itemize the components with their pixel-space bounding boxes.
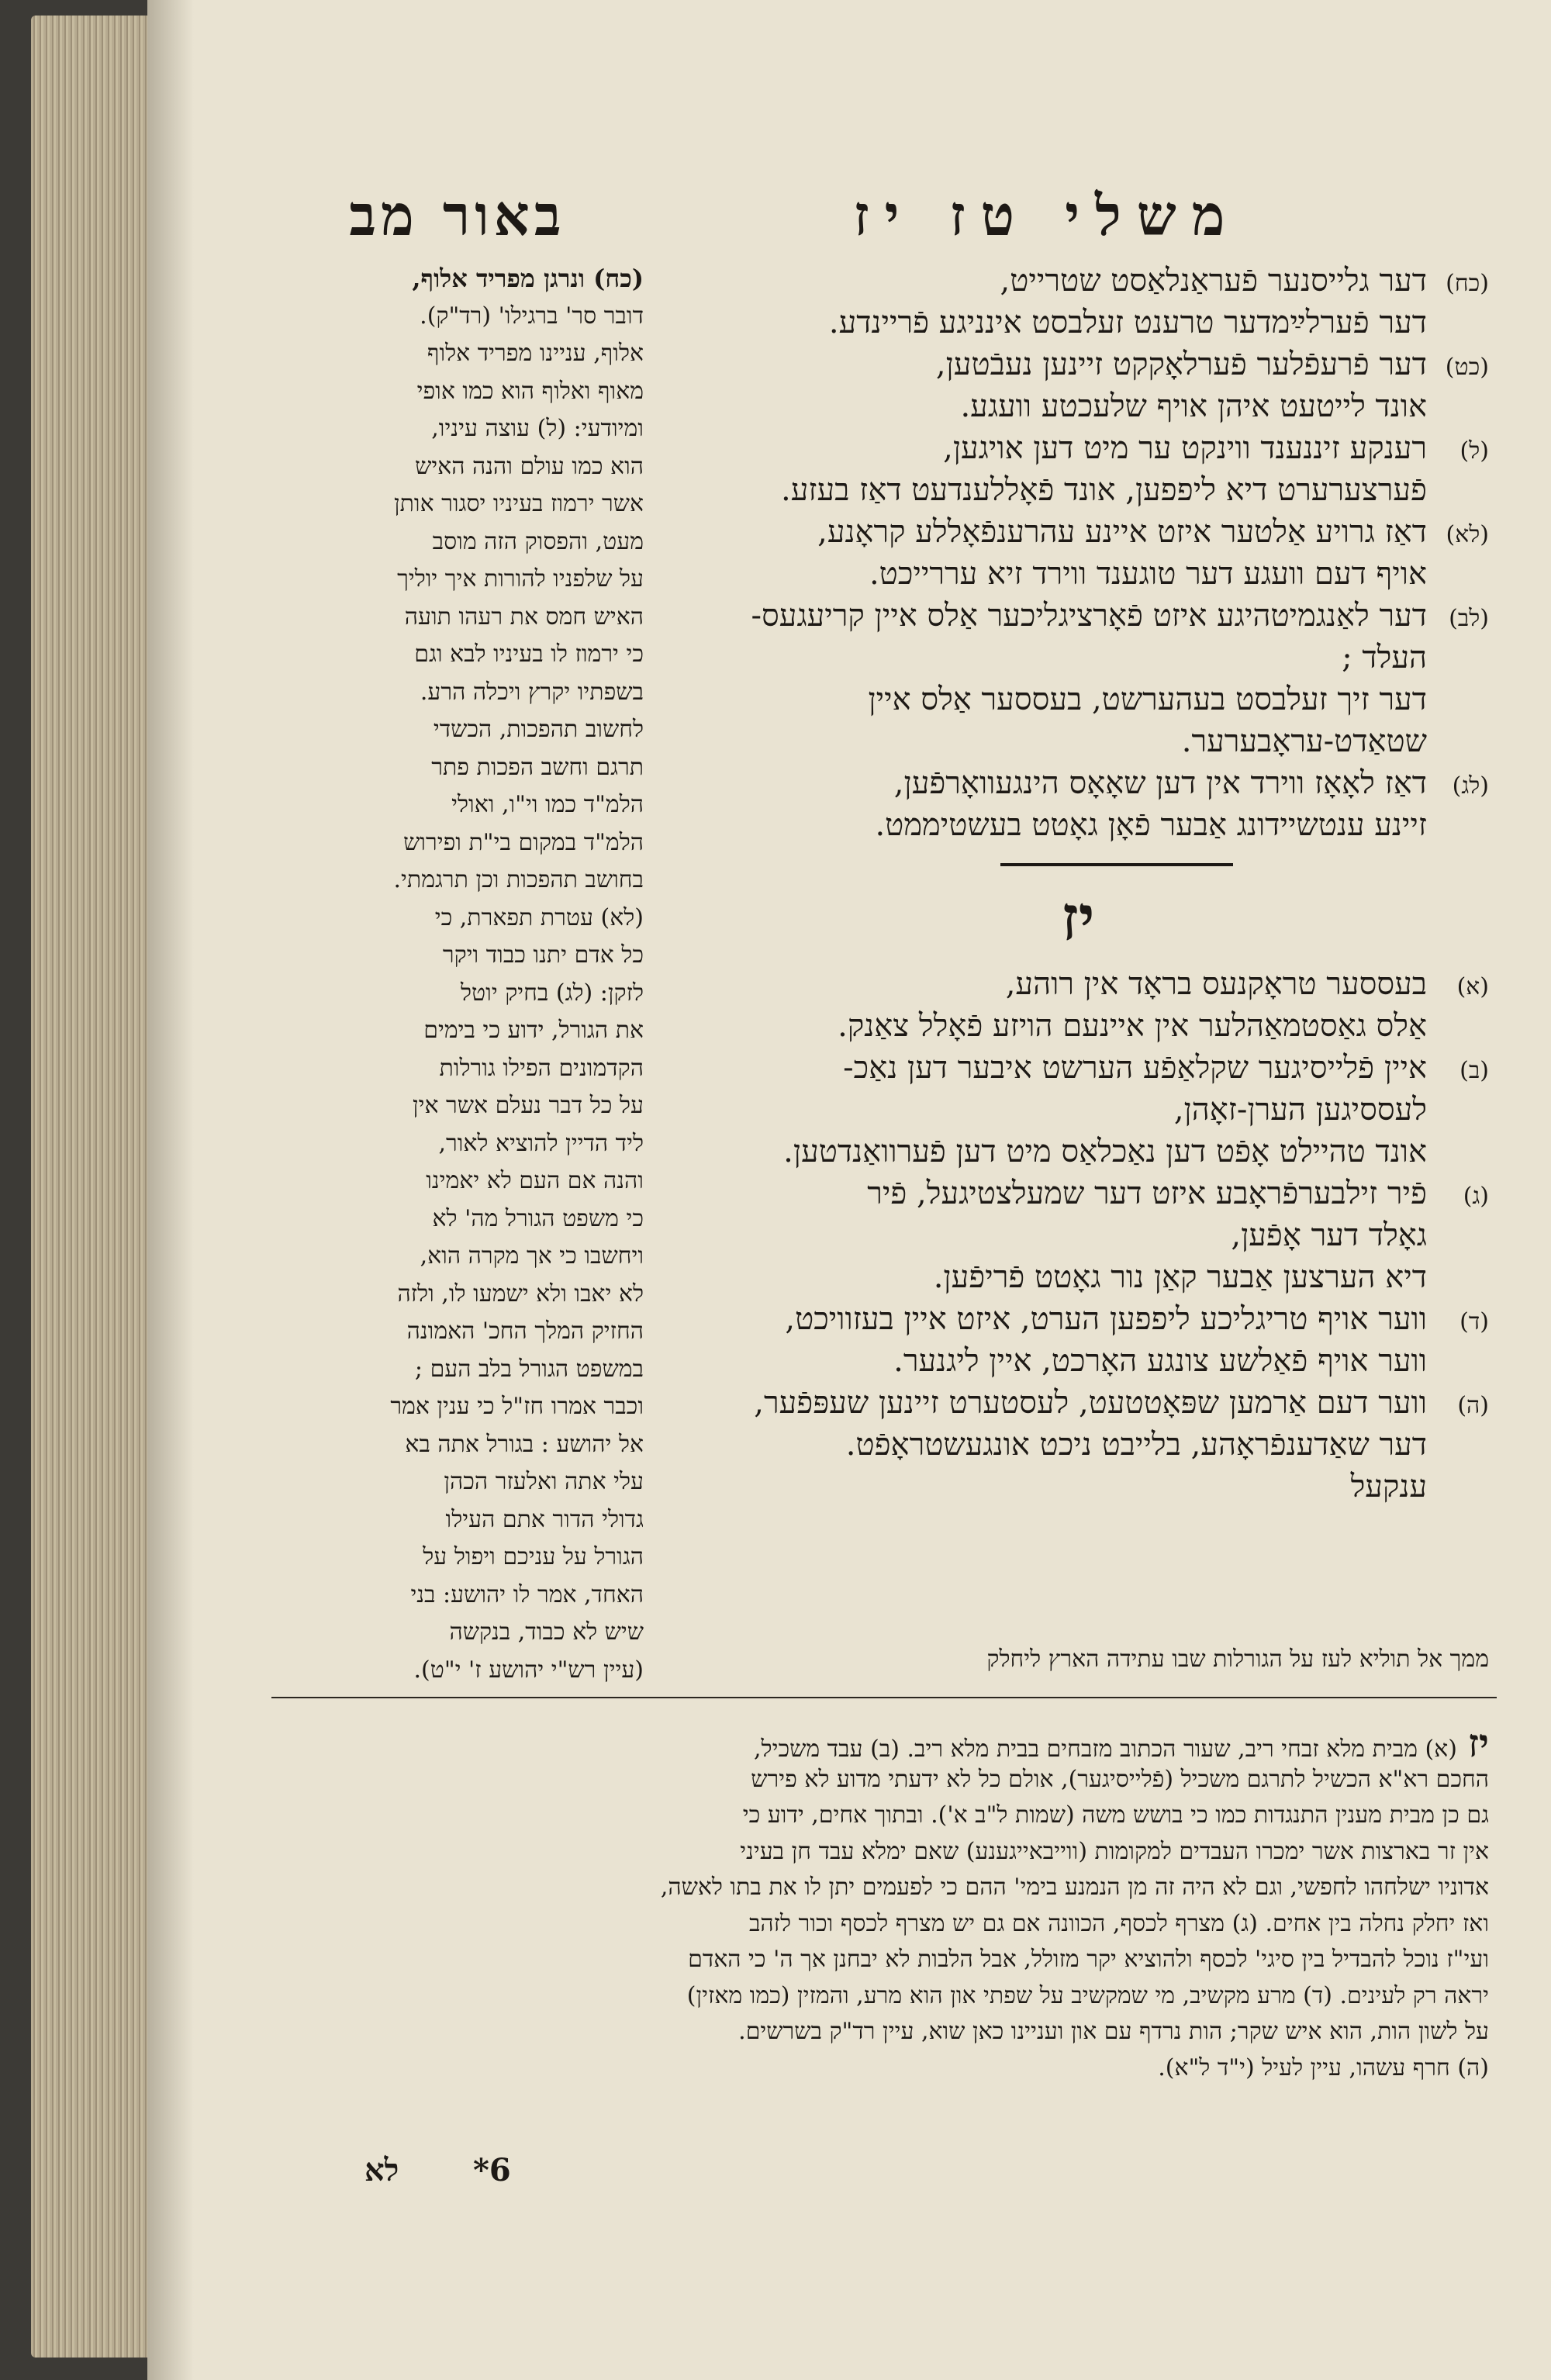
- page-title-right: משלי טז יז: [853, 182, 1241, 248]
- commentary-line: שיש לא כבוד, בנקשה: [449, 1618, 644, 1646]
- verse-line: רענקע זיננענד ווינקט ער מיט דען אויגען,: [943, 430, 1427, 466]
- verse-number: (לא): [1446, 521, 1489, 548]
- footnote-rule: [271, 1697, 1497, 1698]
- commentary-line: ומיודעי: (ל) עוצה עיניו,: [431, 415, 644, 442]
- footnote-line: יראה רק לעינים. (ד) מרע מקשיב, מי שמקשיב על שפתי און הוא מרע, והמזין (כמו מאזין): [686, 1981, 1489, 2009]
- verse-number: (ב): [1459, 1057, 1489, 1084]
- commentary-line: האיש חמס את רעהו תועה: [404, 603, 644, 630]
- commentary-line: וכבר אמרו חז"ל כי ענין אמר: [390, 1393, 644, 1420]
- commentary-line: את הגורל, ידוע כי בימים: [423, 1017, 644, 1044]
- verse-line: אויף דעם וועגע דער טוגענד ווירד זיא עררייכט.: [869, 556, 1427, 592]
- commentary-line: לזקן: (לג) בחיק יוטל: [461, 979, 644, 1007]
- verse: [667, 762, 1489, 846]
- verse-line: דער פֿערלײַמדער טרענט זעלבסט אינניגע פֿריינדע.: [828, 305, 1427, 340]
- verse: [667, 511, 1489, 595]
- commentary-line: על כל דבר נעלם אשר אין: [413, 1092, 644, 1119]
- verse-line: לעססיגען הערן-זאָהן,: [1173, 1092, 1427, 1128]
- verse-line: זיינע ענטשיידונג אַבער פֿאָן גאָטט בעשטיממט.: [875, 807, 1427, 843]
- commentary-line: ליד הדיין להוציא לאור,: [438, 1129, 644, 1157]
- book-page-edges: [31, 16, 147, 2358]
- commentary-line: והנה אם העם לא יאמינו: [426, 1167, 644, 1194]
- footnote-line: החכם רא"א הכשיל לתרגם משכיל (פֿלייסיגער), אולם כל לא ידעתי מדוע לא פירש: [751, 1765, 1489, 1793]
- section-divider: [1000, 863, 1233, 866]
- verse-line: דער לאַנגמיטהיגע איזט פֿאָרציגליכער אַלס איין קריעגעס-: [751, 598, 1427, 634]
- verse-line: דאַז לאָאָז ווירד אין דען שאָאָס הינגעוואָרפֿען,: [893, 765, 1427, 801]
- commentary-line: כי ירמוז לו בעיניו לבא וגם: [414, 641, 644, 668]
- verse-line: גאָלד דער אָפֿען,: [1231, 1218, 1427, 1253]
- verse: [667, 260, 1489, 344]
- commentary-continuation: ממך אל תוליא לעז על הגורלות שבו עתידה הארץ ליחלק: [986, 1646, 1489, 1673]
- footnote-line: אדוניו ישלחהו לחפשי, וגם לא היה זה מן הנמנע בימי' ההם כי לפעמים יתן לו את בתו לאשה,: [660, 1874, 1489, 1901]
- verse: [667, 427, 1489, 511]
- commentary-line: כל אדם יתנו כבוד ויקר: [442, 941, 644, 969]
- verse-number: (ג): [1463, 1183, 1489, 1210]
- verse-line: אַלס גאַסטמאַהלער אין איינעם הויזע פֿאָלל צאַנק.: [838, 1008, 1427, 1044]
- verse-number: (כח): [1446, 270, 1489, 297]
- commentary-column: [271, 260, 644, 1689]
- commentary-line: הלמ"ד במקום בי"ת ופירוש: [403, 828, 644, 856]
- commentary-line: דובר סר' ברגילו' (רד"ק).: [420, 302, 644, 330]
- verse: [667, 1173, 1489, 1298]
- verse-line: דאַז גרויע אַלטער איזט איינע עהרענפֿאָללע קראָנע,: [817, 514, 1427, 550]
- main-text-column: [667, 260, 1489, 1508]
- commentary-line: ויחשבו כי אך מקרה הוא,: [420, 1242, 644, 1269]
- verses-ch16: [667, 260, 1489, 846]
- commentary-line: אלוף, עניינו מפריד אלוף: [427, 340, 644, 367]
- footnotes: [295, 1725, 1489, 2086]
- verse-line: פֿיר זילבערפֿראָבע איזט דער שמעלצטיגעל, פֿיר: [867, 1176, 1427, 1211]
- verse-line: ווער אויף טריגליכע ליפפען הערט, איזט איין בעזוויכט,: [785, 1301, 1427, 1337]
- verses-ch17: [667, 963, 1489, 1508]
- commentary-line: תרגם וחשב הפכות פתר: [431, 753, 644, 781]
- footnote-line: ואז יחלק נחלה בין אחים. (ג) מצרף לכסף, הכוונה אם גם יש מצרף לכסף וכור לזהב: [748, 1909, 1489, 1937]
- commentary-line: לא יאבו ולא ישמעו לו, ולזה: [397, 1280, 644, 1307]
- verse-line: דער זיך זעלבסט בעהערשט, בעססער אַלס איין: [868, 682, 1427, 717]
- verse-number: (לב): [1449, 605, 1489, 632]
- commentary-line: האחד, אמר לו יהושע: בני: [410, 1580, 644, 1608]
- chapter-heading: יז: [1061, 882, 1095, 955]
- commentary-line: החזיק המלך החכ' האמונה: [406, 1318, 644, 1345]
- verse-line: שטאַדט-עראָבערער.: [1181, 724, 1427, 759]
- commentary-line: מאוף ואלוף הוא כמו אופי: [416, 377, 644, 405]
- verse-line: דער גלייסנער פֿעראַנלאַסט שטרייט,: [1000, 263, 1427, 299]
- footnote-line: על לשון הות, הוא איש שקר; הות נרדף עם און ועניינו כאן שוא, עיין רד"ק בשרשים.: [738, 2018, 1489, 2045]
- verse-line: פֿערצערערט דיא ליפפען, אונד פֿאָללענדעט דאַז בעזע.: [781, 472, 1427, 508]
- verse: [667, 1047, 1489, 1173]
- footnote-line: (ה) חרף עשהו, עיין לעיל (י"ד ל"א).: [1158, 2054, 1489, 2081]
- verse: [667, 963, 1489, 1047]
- verse-number: (ה): [1457, 1392, 1489, 1419]
- verse-line: אונד טהיילט אָפֿט דען נאַכלאַס מיט דען פֿערוואַנדטען.: [783, 1134, 1427, 1169]
- page-title-left: באור מב: [349, 182, 566, 248]
- commentary-line: הלמ"ד כמו וי"ו, ואולי: [451, 791, 644, 818]
- verse: [667, 1382, 1489, 1508]
- book-page: [147, 0, 1551, 2380]
- verse-line: איין פֿלייסיגער שקלאַפֿע הערשט איבער דען נאַכ-: [843, 1050, 1427, 1086]
- commentary-line: במשפט הגורל בלב העם ;: [414, 1355, 644, 1383]
- commentary-line: הוא כמו עולם והנה האיש: [415, 452, 644, 480]
- footnote-line: גם כן מבית מענין התנגדות כמו כי בושש משה (שמות ל"ב א'). ובתוך אחים, ידוע כי: [742, 1801, 1489, 1829]
- commentary-line: אשר ירמוז בעיניו יסגור אותן: [393, 490, 644, 517]
- verse: [667, 595, 1489, 762]
- commentary-line: עלי אתה ואלעזר הכהן: [444, 1468, 644, 1495]
- verse-catchword: ענקעל: [1350, 1469, 1427, 1504]
- verse: [667, 344, 1489, 427]
- signature-number: 6*: [473, 2152, 511, 2188]
- commentary-line: בחושב תהפכות וכן תרגמתי.: [393, 866, 644, 893]
- verse-line: דער פֿרעפֿלער פֿערלאָקקט זיינען נעבֿטען,: [935, 347, 1427, 382]
- gutter-shadow: [147, 0, 194, 2380]
- footnote-line: ועי"ז נוכל להבדיל בין סיגי' לכסף ולהוציא יקר מזולל, אבל הלבות לא יבחנן אך ה' כי האדם: [688, 1946, 1489, 1973]
- verse: [667, 1298, 1489, 1382]
- verse-number: (כט): [1445, 354, 1489, 381]
- commentary-line: (עיין רש"י יהושע ז' י"ט).: [413, 1656, 644, 1684]
- commentary-line: גדולי הדור אתם העילו: [445, 1505, 644, 1533]
- verse-number: (ד): [1459, 1308, 1489, 1335]
- verse-line: ווער אויף פֿאַלשע צונגע האָרכט, איין ליגנער.: [893, 1343, 1427, 1379]
- commentary-line: הקדמונים הפילו גורלות: [439, 1054, 644, 1082]
- verse-number: (ל): [1459, 437, 1489, 465]
- commentary-line: (כח) ונרגן מפריד אלוף,: [412, 264, 644, 293]
- footnote-line: יז(א) מבית מלא זבחי ריב, שעור הכתוב מזבחים בבית מלא ריב. (ב) עבד משכיל,: [295, 1725, 1489, 1762]
- commentary-line: הגורל על עניכם ויפול על: [423, 1543, 644, 1570]
- verse-line: דער שאַדענפֿראָהע, בלייבט ניכט אונגעשטראָפֿט.: [845, 1427, 1427, 1463]
- verse-line: דיא הערצען אַבער קאַן נור גאָטט פֿריפֿען.: [933, 1259, 1427, 1295]
- verse-line: אונד לייטעט איהן אויף שלעכטע וועגע.: [960, 389, 1427, 424]
- verse-number: (לג): [1452, 772, 1489, 800]
- commentary-line: כי משפט הגורל מה' לא: [432, 1204, 644, 1232]
- verse-line: בעססער טראָקנעס בראָד אין רוהע,: [1005, 966, 1427, 1002]
- commentary-line: (לא) עטרת תפארת, כי: [434, 903, 644, 931]
- commentary-line: בשפתיו יקרץ ויכלה הרע.: [420, 678, 644, 706]
- commentary-line: מעט, והפסוק הזה מוסב: [432, 527, 644, 555]
- commentary-line: לחשוב תהפכות, הכשדי: [433, 716, 644, 743]
- catchword: לא: [364, 2152, 399, 2188]
- footnote-chapter: יז: [1467, 1725, 1489, 1762]
- commentary-line: על שלפניו להורות איך יוליך: [397, 565, 644, 592]
- verse-number: (א): [1456, 973, 1489, 1000]
- commentary-line: אל יהושע : בגורל אתה בא: [405, 1430, 644, 1458]
- verse-line: ווער דעם אַרמען שפּאָטטעט, לעסטערט זיינען שעפּפֿער,: [754, 1385, 1427, 1421]
- footnote-line: אין זר בארצות אשר ימכרו העבדים למקומות (ווייבאייגענע) שאם ימלא עבד חן בעיני: [740, 1837, 1489, 1865]
- verse-line: העלד ;: [1342, 640, 1427, 675]
